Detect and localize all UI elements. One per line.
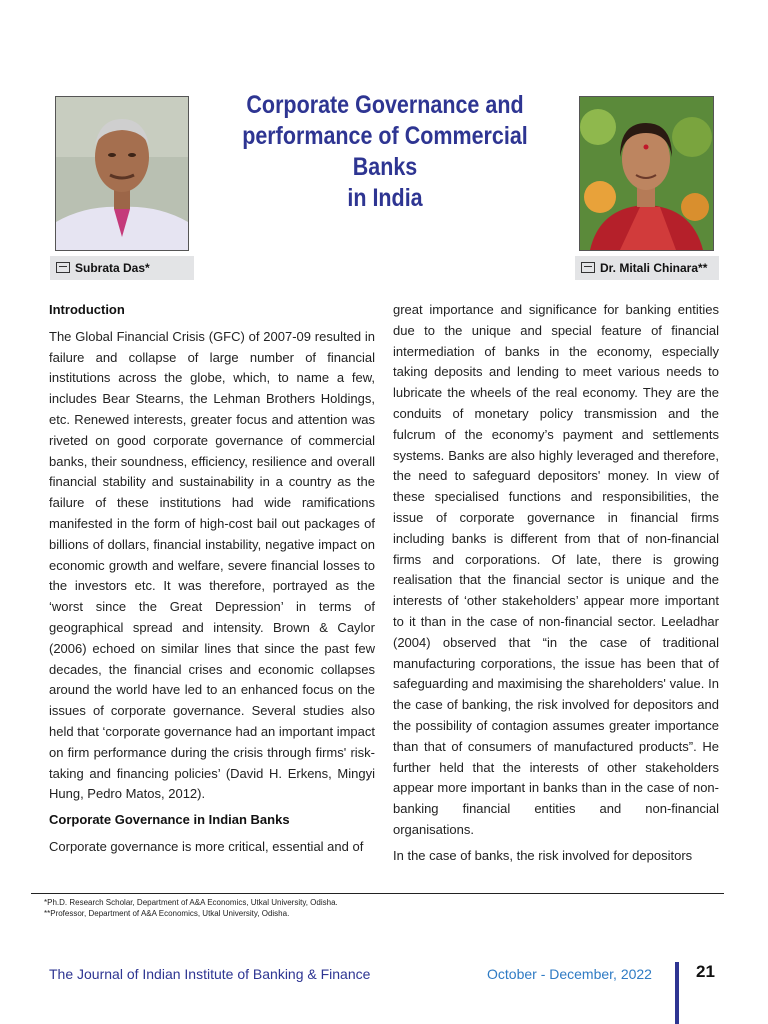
paragraph: great importance and significance for banking entities due to the unique and special feature of financial intermediation of banks in the economy, especially taking deposits and lending to meet various needs to lubricate the wheels of the real economy. They are the conduits of monetary policy transmission and the fulcrum of the economy’s payment and settlements systems. Banks are also highly leveraged and therefore, the need to safeguard depositors' money. In view of these specialised functions and responsibilities, the issue of corporate governance in financial firms including banks is different from that of non-financial firms and corporations. Of late, there is growing realisation that the financial sector is unique and the interests of ‘other stakeholders’ appear more important to it than in the case of non-financial sector. Leeladhar (2004) observed that “in the case of traditional manufacturing corporations, the issue has been that of safeguarding and maximising the shareholders' value. In the case of banking, the risk involved for depositors and the possibility of contagion assumes greater importance than that of consumers of manufactured products”. He further held that the interests of other stakeholders appear more important in banks than in the case of non-banking financial entities and non-financial organisations. xyxy=(393,302,719,837)
left-column xyxy=(49,300,375,863)
section-heading-introduction: Introduction xyxy=(49,302,125,317)
article-title xyxy=(217,90,552,214)
paragraph: Corporate governance is more critical, essential and of xyxy=(49,838,364,854)
author-label-subrata-das xyxy=(50,256,194,280)
envelope-icon xyxy=(581,262,595,273)
title-line: Corporate Governance and xyxy=(246,91,524,119)
journal-name: The Journal of Indian Institute of Banking & Finance xyxy=(49,966,371,982)
footnote: **Professor, Department of A&A Economics, Utkal University, Odisha. xyxy=(44,909,290,918)
footnotes xyxy=(44,897,338,919)
page-number: 21 xyxy=(696,962,715,981)
paragraph: The Global Financial Crisis (GFC) of 2007-09 resulted in failure and collapse of large number of financial institutions across the globe, which, to name a few, includes Bear Stearns, the Lehman Brothers Holdings, etc. Renewed interests, greater focus and attention was riveted on good corporate governance of commercial banks, their soundness, efficiency, resilience and overall financial stability and sustainability in a country as the failure of these institutions had wide ramifications manifested in the form of high-cost bail out packages of billions of dollars, financial instability, negative impact on economic growth and welfare, severe financial losses to the investors etc. It was therefore, portrayed as the ‘worst since the Great Depression’ in terms of geographical spread and intensity. Brown & Caylor (2006) echoed on similar lines that since the past few decades, the financial crises and economic collapses around the world have led to an enhanced focus on the issues of corporate governance. Several studies also held that ‘corporate governance had an important impact on firm performance during the crisis through firms' risk-taking and financing policies’ (David H. Erkens, Mingyi Hung, Pedro Matos, 2012). xyxy=(49,328,375,802)
author-name: Dr. Mitali Chinara** xyxy=(600,261,708,275)
right-column xyxy=(393,300,719,872)
author-label-mitali-chinara xyxy=(575,256,719,280)
issue-date: October - December, 2022 xyxy=(487,966,652,982)
footnote-divider xyxy=(31,893,724,894)
title-line: in India xyxy=(347,184,423,212)
author-photo-mitali-chinara xyxy=(579,96,714,251)
author-photo-subrata-das xyxy=(55,96,189,251)
author-name: Subrata Das* xyxy=(75,261,150,275)
title-line: performance of Commercial Banks xyxy=(242,122,528,181)
footer-accent-bar xyxy=(675,962,679,1024)
paragraph: In the case of banks, the risk involved for depositors xyxy=(393,847,693,863)
envelope-icon xyxy=(56,262,70,273)
footnote: *Ph.D. Research Scholar, Department of A&A Economics, Utkal University, Odisha. xyxy=(44,898,338,907)
section-heading-corporate-governance: Corporate Governance in Indian Banks xyxy=(49,812,290,828)
